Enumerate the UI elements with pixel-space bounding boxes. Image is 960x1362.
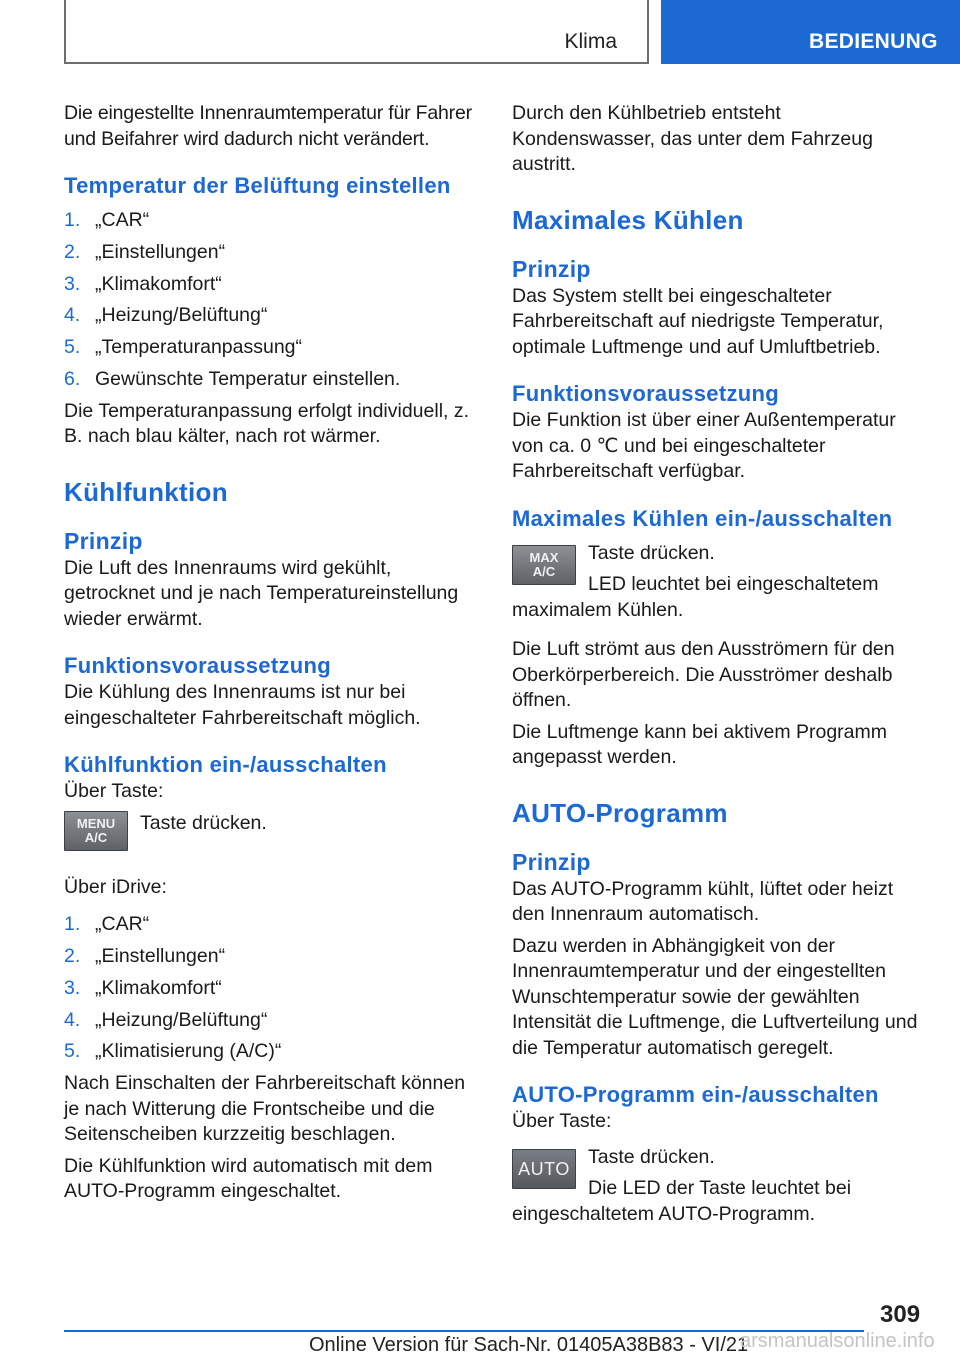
max-led-text: LED leuchtet bei eingeschaltetem maximalem Kühlen. bbox=[512, 573, 879, 621]
list-item: 2. „Einstellungen“ bbox=[64, 240, 226, 263]
max-ac-button-icon: MAX A/C bbox=[512, 545, 576, 585]
list-item: 3. „Klimakomfort“ bbox=[64, 976, 222, 999]
watermark: arsmanualsonline.info bbox=[740, 1330, 935, 1352]
condensate-text: Durch den Kühlbetrieb entsteht Kondenswasser, das unter dem Fahrzeug austritt. bbox=[512, 102, 873, 175]
list-item: 3. „Klimakomfort“ bbox=[64, 272, 222, 295]
max-principle-text: Das System stellt bei eingeschalteter Fahrbereitschaft auf niedrigste Temperatur, optimale Luftmenge und auf Umluftbetrieb. bbox=[512, 284, 884, 358]
auto-led-text: Die LED der Taste leuchtet bei eingeschaltetem AUTO-Programm. bbox=[512, 1177, 852, 1225]
press-button-text: Taste drücken. bbox=[588, 541, 715, 564]
list-item: 4. „Heizung/Belüftung“ bbox=[64, 1008, 268, 1031]
left-column bbox=[64, 101, 478, 1211]
idrive-steps bbox=[64, 912, 478, 1065]
page-number: 309 bbox=[880, 1301, 921, 1328]
max-amount-text: Die Luftmenge kann bei aktivem Programm angepasst werden. bbox=[512, 720, 888, 768]
cool-req-text: Die Kühlung des Innenraums ist nur bei eingeschalteter Fahrbereitschaft möglich. bbox=[64, 681, 421, 729]
via-button-label: Über Taste: bbox=[64, 780, 164, 803]
menu-ac-row bbox=[64, 811, 478, 869]
auto-on-text: Die Kühlfunktion wird automatisch mit dem AUTO-Programm eingeschaltet. bbox=[64, 1154, 433, 1203]
via-idrive-label: Über iDrive: bbox=[64, 875, 167, 898]
max-req-heading: Funktionsvoraussetzung bbox=[512, 381, 779, 406]
max-onoff-heading: Maximales Kühlen ein-/ausschalten bbox=[512, 505, 893, 531]
press-button-text: Taste drücken. bbox=[140, 811, 267, 834]
header-frame bbox=[64, 0, 649, 64]
list-item: 5. „Temperaturanpassung“ bbox=[64, 336, 303, 359]
intro-text: Die eingestellte Innenraumtemperatur für Fahrer und Beifahrer wird dadurch nicht verändert. bbox=[64, 102, 472, 150]
via-button-label: Über Taste: bbox=[512, 1110, 612, 1132]
max-req-text: Die Funktion ist über einer Außentemperatur von ca. 0 ℃ und bei eingeschalteter Fahrbereitschaft verfügbar. bbox=[512, 409, 896, 482]
chapter-tab bbox=[661, 0, 960, 64]
menu-ac-button-icon: MENU A/C bbox=[64, 811, 128, 851]
cool-req-heading: Funktionsvoraussetzung bbox=[64, 653, 331, 679]
max-ac-row bbox=[512, 541, 928, 624]
auto-principle-heading: Prinzip bbox=[512, 848, 591, 875]
cool-principle-text: Die Luft des Innenraums wird gekühlt, getrocknet und je nach Temperatureinstellung wieder erwärmt. bbox=[64, 556, 459, 630]
list-item: 6. Gewünschte Temperatur einstellen. bbox=[64, 367, 401, 390]
auto-detail-text: Dazu werden in Abhängigkeit von der Innenraumtemperatur und der eingestellten Wunschtemperatur sowie der gewählten Intensität die Luftmenge, die Luftverteilung und die Temperatur automatisch geregelt. bbox=[512, 934, 918, 1059]
press-button-text: Taste drücken. bbox=[588, 1145, 715, 1168]
list-item: 2. „Einstellungen“ bbox=[64, 945, 226, 968]
auto-heading: AUTO-Programm bbox=[512, 797, 728, 828]
max-air-text: Die Luft strömt aus den Ausströmern für den Oberkörperbereich. Die Ausströmer deshalb öffnen. bbox=[512, 638, 895, 711]
auto-onoff-heading: AUTO-Programm ein-/ausschalten bbox=[512, 1082, 879, 1107]
list-item: 5. „Klimatisierung (A/C)“ bbox=[64, 1040, 282, 1063]
vent-heading: Temperatur der Belüftung einstellen bbox=[64, 173, 451, 198]
cool-principle-heading: Prinzip bbox=[64, 527, 143, 554]
max-principle-heading: Prinzip bbox=[512, 255, 591, 282]
right-column bbox=[512, 101, 928, 1233]
cool-onoff-heading: Kühlfunktion ein-/ausschalten bbox=[64, 752, 387, 778]
list-item: 1. „CAR“ bbox=[64, 209, 150, 231]
after-start-text: Nach Einschalten der Fahrbereitschaft können je nach Witterung die Frontscheibe und die Seitenscheiben kurzzeitig beschlagen. bbox=[64, 1072, 466, 1146]
list-item: 4. „Heizung/Belüftung“ bbox=[64, 304, 268, 327]
footer-version: Online Version für Sach-Nr. 01405A38B83 - VI/21 bbox=[309, 1334, 749, 1356]
auto-row bbox=[512, 1145, 928, 1228]
section-title: Klima bbox=[564, 30, 617, 53]
cool-heading: Kühlfunktion bbox=[64, 476, 228, 507]
auto-principle-text: Das AUTO-Programm kühlt, lüftet oder heizt den Innenraum automatisch. bbox=[512, 877, 894, 925]
vent-steps bbox=[64, 208, 478, 392]
auto-button-icon: AUTO bbox=[512, 1149, 576, 1189]
chapter-tab-label: BEDIENUNG bbox=[809, 30, 938, 53]
vent-note: Die Temperaturanpassung erfolgt individuell, z. B. nach blau kälter, nach rot wärmer. bbox=[64, 399, 470, 448]
list-item: 1. „CAR“ bbox=[64, 913, 150, 936]
max-heading: Maximales Kühlen bbox=[512, 204, 744, 235]
